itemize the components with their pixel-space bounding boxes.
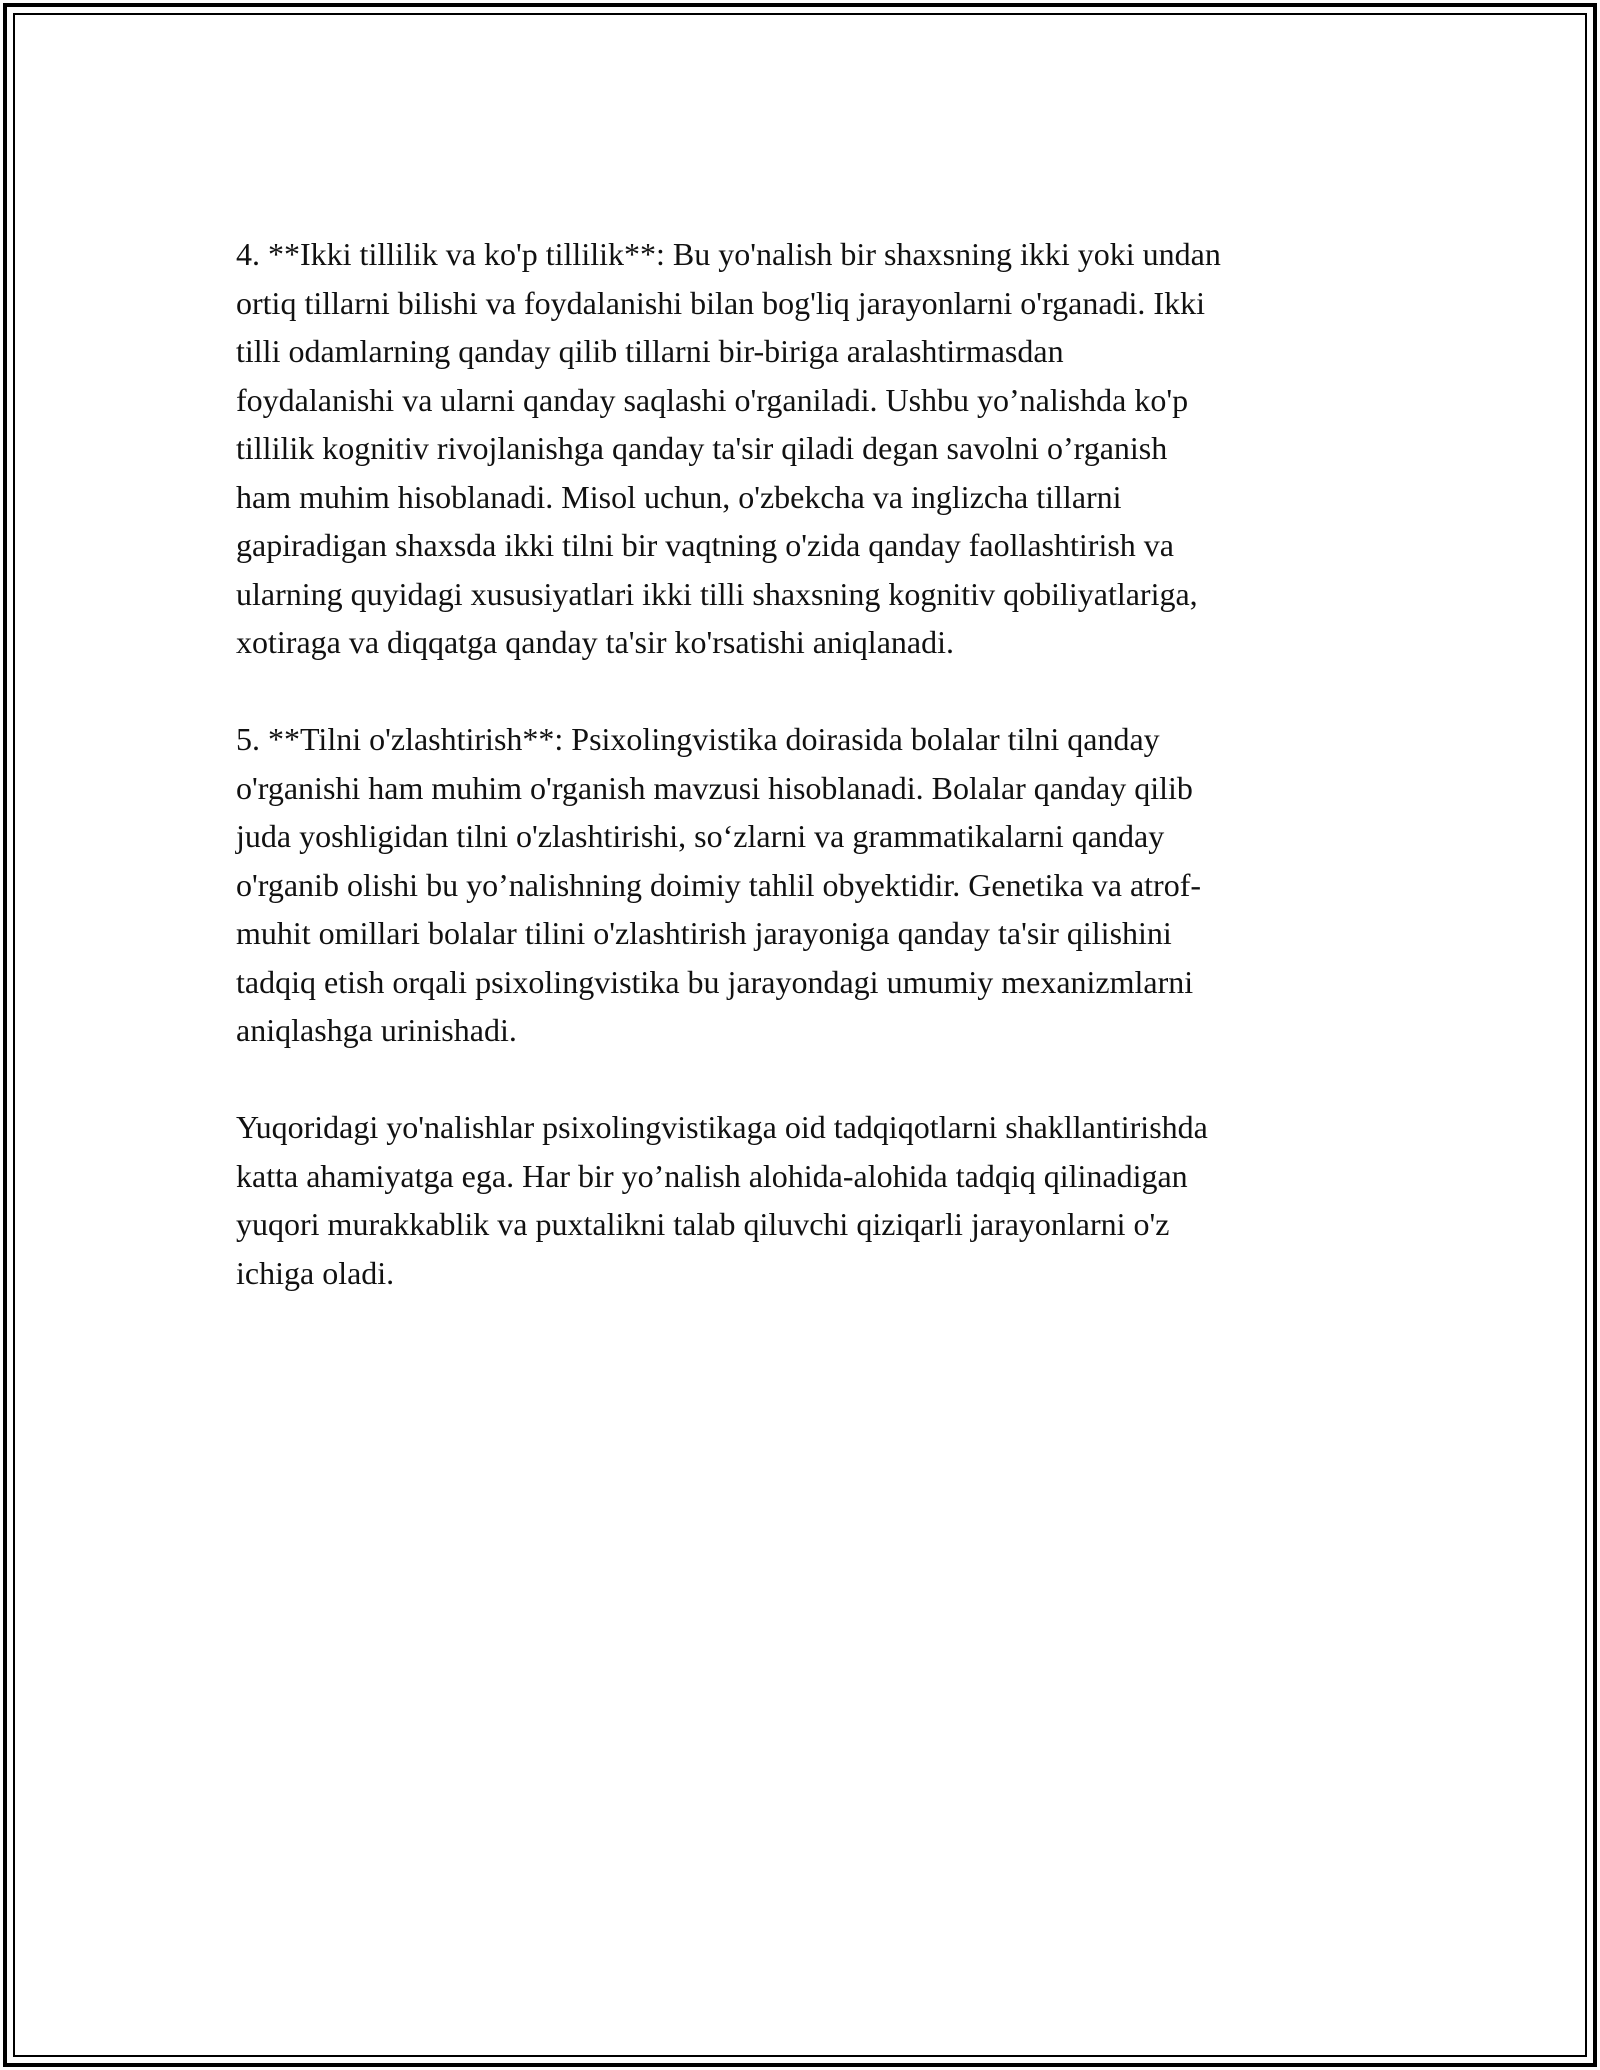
document-body xyxy=(236,230,1376,1297)
paragraph-bilingualism xyxy=(236,230,1376,667)
text-line: muhit omillari bolalar tilini o'zlashtirish jarayoniga qanday ta'sir qilishini xyxy=(236,915,1172,951)
text-line: tillilik kognitiv rivojlanishga qanday ta'sir qiladi degan savolni o’rganish xyxy=(236,430,1168,466)
paragraph-spacer xyxy=(236,667,1376,716)
text-line: juda yoshligidan tilni o'zlashtirishi, so‘zlarni va grammatikalarni qanday xyxy=(236,818,1165,854)
text-line: foydalanishi va ularni qanday saqlashi o'rganiladi. Ushbu yo’nalishda ko'p xyxy=(236,381,1189,418)
text-line: xotiraga va diqqatga qanday ta'sir ko'rsatishi aniqlanadi. xyxy=(236,624,954,660)
text-line: aniqlashga urinishadi. xyxy=(236,1012,517,1048)
text-line: ham muhim hisoblanadi. Misol uchun, o'zbekcha va inglizcha tillarni xyxy=(236,478,1122,515)
text-line: katta ahamiyatga ega. Har bir yo’nalish alohida-alohida tadqiq qilinadigan xyxy=(236,1157,1188,1194)
paragraph-language-acquisition xyxy=(236,715,1376,1055)
paragraph-conclusion xyxy=(236,1103,1376,1297)
text-line: gapiradigan shaxsda ikki tilni bir vaqtning o'zida qanday faollashtirish va xyxy=(236,527,1174,563)
text-line: 5. **Tilni o'zlashtirish**: Psixolingvistika doirasida bolalar tilni qanday xyxy=(236,721,1160,757)
text-line: 4. **Ikki tillilik va ko'p tillilik**: Bu yo'nalish bir shaxsning ikki yoki undan xyxy=(236,236,1221,272)
text-line: Yuqoridagi yo'nalishlar psixolingvistikaga oid tadqiqotlarni shakllantirishda xyxy=(236,1109,1208,1145)
text-line: yuqori murakkablik va puxtalikni talab qiluvchi qiziqarli jarayonlarni o'z xyxy=(236,1206,1170,1242)
text-line: ortiq tillarni bilishi va foydalanishi bilan bog'liq jarayonlarni o'rganadi. Ikki xyxy=(236,284,1205,321)
text-line: tadqiq etish orqali psixolingvistika bu jarayondagi umumiy mexanizmlarni xyxy=(236,963,1194,1000)
text-line: o'rganib olishi bu yo’nalishning doimiy tahlil obyektidir. Genetika va atrof- xyxy=(236,866,1202,903)
text-line: tilli odamlarning qanday qilib tillarni bir-biriga aralashtirmasdan xyxy=(236,333,1064,369)
text-line: ularning quyidagi xususiyatlari ikki tilli shaxsning kognitiv qobiliyatlariga, xyxy=(236,575,1198,612)
text-line: o'rganishi ham muhim o'rganish mavzusi hisoblanadi. Bolalar qanday qilib xyxy=(236,769,1193,806)
paragraph-spacer xyxy=(236,1055,1376,1104)
text-line: ichiga oladi. xyxy=(236,1254,395,1291)
